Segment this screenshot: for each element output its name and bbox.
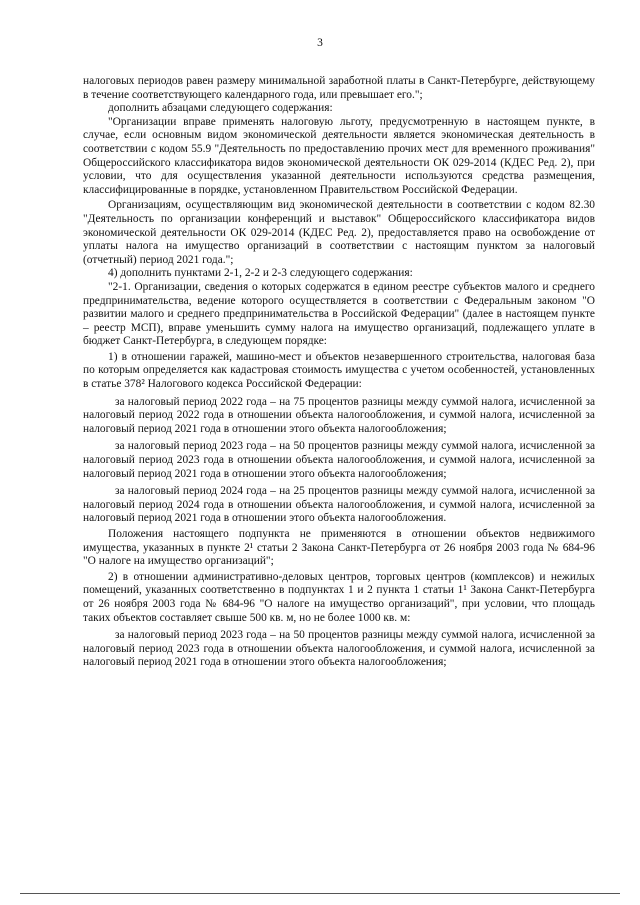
- paragraph-subitem-2: 2) в отношении административно-деловых центров, торговых центров (комплексов) и нежилых помещений, указанных соответственно в подпунктах 1 и 2 пункта 1 статьи 1¹ Закона Санкт-Петербурга от 26 ноября 2003 года № 684-96 "О налоге на имущество организаций", при условии, что площадь таких объектов составляет свыше 500 кв. м, но не более 1000 кв. м:: [83, 570, 595, 624]
- paragraph-period-2023: за налоговый период 2023 года – на 50 процентов разницы между суммой налога, исчисленной за налоговый период 2023 года в отношении объекта налогообложения, и суммой налога, исчисленной за налоговый период 2021 года в отношении этого объекта налогообложения;: [83, 440, 595, 480]
- paragraph-period-2022: за налоговый период 2022 года – на 75 процентов разницы между суммой налога, исчисленной за налоговый период 2022 года в отношении объекта налогообложения, и суммой налога, исчисленной за налоговый период 2021 года в отношении этого объекта налогообложения;: [83, 395, 595, 435]
- paragraph-amendment-intro: дополнить абзацами следующего содержания:: [108, 102, 333, 115]
- paragraph-hotel-benefit: "Организации вправе применять налоговую льготу, предусмотренную в настоящем пункте, в случае, если основным видом экономической деятельности является экономическая деятельность в соответствии с кодом 55.9 "Деятельность по предоставлению прочих мест для временного проживания" Общероссийского классификатора видов экономической деятельности ОК 029-2014 (КДЕС Ред. 2), при условии, что для осуществления указанной деятельности используются средства размещения, классифицированные в порядке, установленном Правительством Российской Федерации.: [83, 115, 595, 196]
- paragraph-conference-exemption: Организациям, осуществляющим вид экономической деятельности в соответствии с кодом 82.30 "Деятельность по организации конференций и выставок" Общероссийского классификатора видов экономической деятельности ОК 029-2014 (КДЕС Ред. 2), предоставляется право на освобождение от уплаты налога на имущество организаций в соответствии с настоящим пунктом за налоговый (отчетный) период 2021 года.";: [83, 199, 595, 266]
- bottom-divider: [20, 893, 620, 894]
- paragraph-2-1-intro: "2-1. Организации, сведения о которых содержатся в едином реестре субъектов малого и среднего предпринимательства, ведение которого осуществляется в соответствии с Федеральным законом "О развитии малого и среднего предпринимательства в Российской Федерации" (далее в настоящем пункте – реестр МСП), вправе уменьшить сумму налога на имущество организаций, подлежащего уплате в бюджет Санкт-Петербурга, в следующем порядке:: [83, 280, 595, 348]
- page-number: 3: [317, 37, 323, 49]
- paragraph-subitem-1: 1) в отношении гаражей, машино-мест и объектов незавершенного строительства, налоговая база по которым определяется как кадастровая стоимость имущества с учетом особенностей, установленных в статье 378² Налогового кодекса Российской Федерации:: [83, 350, 595, 391]
- paragraph-exclusions: Положения настоящего подпункта не применяются в отношении объектов недвижимого имущества, указанных в пункте 2¹ статьи 2 Закона Санкт-Петербурга от 26 ноября 2003 года № 684-96 "О налоге на имущество организаций";: [83, 528, 595, 568]
- paragraph-continuation: налоговых периодов равен размеру минимальной заработной платы в Санкт-Петербурге, действующему в течение соответствующего календарного года, или превышает его.";: [83, 75, 595, 101]
- document-body: [83, 75, 595, 670]
- paragraph-item-4: 4) дополнить пунктами 2-1, 2-2 и 2-3 следующего содержания:: [108, 267, 413, 280]
- paragraph-period-2024: за налоговый период 2024 года – на 25 процентов разницы между суммой налога, исчисленной за налоговый период 2024 года в отношении объекта налогообложения, и суммой налога, исчисленной за налоговый период 2021 года в отношении этого объекта налогообложения.: [83, 485, 595, 525]
- paragraph-subitem-2-period-2023: за налоговый период 2023 года – на 50 процентов разницы между суммой налога, исчисленной за налоговый период 2023 года в отношении объекта налогообложения, и суммой налога, исчисленной за налоговый период 2021 года в отношении этого объекта налогообложения;: [83, 629, 595, 669]
